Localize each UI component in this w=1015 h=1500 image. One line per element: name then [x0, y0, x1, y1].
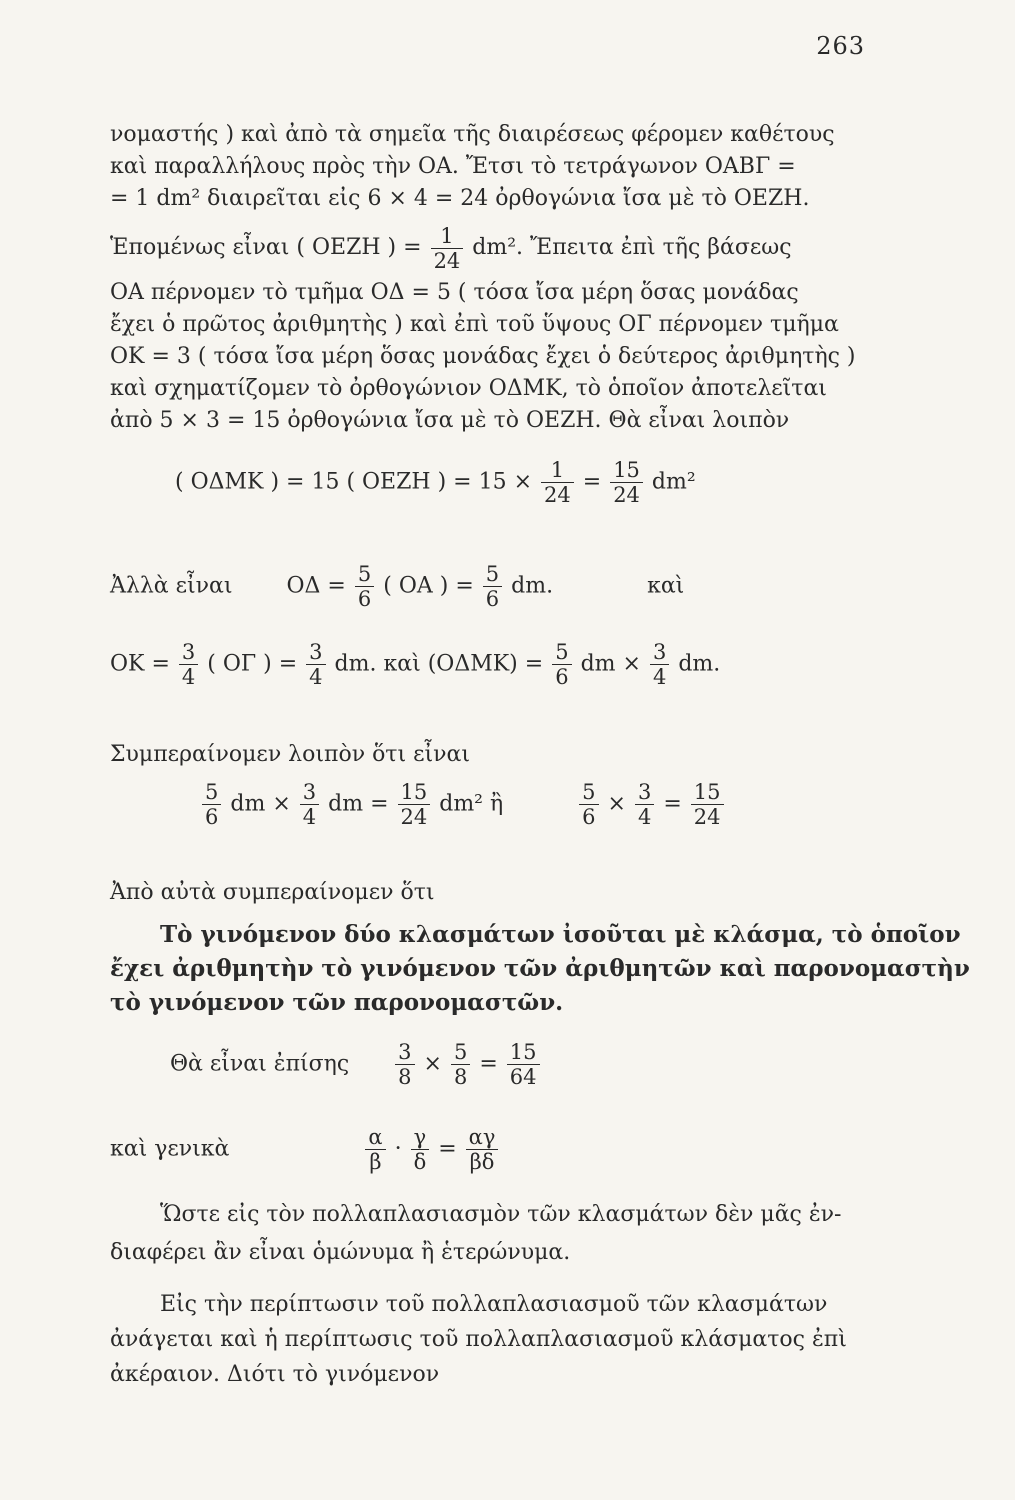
eq-text: dm. καὶ (ΟΔΜΚ) =	[334, 651, 544, 677]
text-line: Συμπεραίνομεν λοιπὸν ὅτι εἶναι	[110, 742, 470, 767]
text-line: καὶ σχηματίζομεν τὸ ὀρθογώνιον ΟΔΜΚ, τὸ ὁποῖον ἀποτελεῖται	[110, 376, 827, 401]
eq-text: ΟΔ =	[286, 573, 346, 599]
eq-text: dm =	[328, 791, 389, 817]
fraction	[610, 458, 643, 507]
fraction	[395, 1040, 414, 1089]
text-line: νομαστής ) καὶ ἀπὸ τὰ σημεῖα τῆς διαιρέσεως φέρομεν καθέτους	[110, 122, 835, 147]
text-line: Εἰς τὴν περίπτωσιν τοῦ πολλαπλασιασμοῦ τῶν κλασμάτων	[160, 1292, 828, 1317]
equation-3	[110, 640, 720, 689]
eq-text: ΟΚ =	[110, 651, 170, 677]
fraction	[541, 458, 574, 507]
fraction	[507, 1040, 540, 1089]
fraction	[650, 640, 669, 689]
fraction	[398, 780, 431, 829]
text: dm². Ἔπειτα ἐπὶ τῆς βάσεως	[472, 235, 792, 260]
eq-text: =	[479, 1051, 498, 1077]
numerator: 3	[179, 640, 198, 665]
numerator: 5	[451, 1040, 470, 1065]
denominator: 8	[398, 1065, 412, 1089]
eq-text: καὶ	[647, 573, 685, 599]
denominator: 6	[582, 805, 596, 829]
denominator: 4	[637, 805, 652, 829]
eq-text: ( ΟΔΜΚ ) = 15 ( ΟΕΖΗ ) = 15 ×	[175, 469, 533, 495]
fraction	[483, 562, 502, 611]
eq-text: =	[438, 1136, 457, 1162]
equation-5	[170, 1040, 542, 1089]
denominator: 24	[433, 248, 461, 273]
rule-line: τὸ γινόμενον τῶν παρονομαστῶν.	[110, 989, 564, 1016]
fraction	[635, 780, 654, 829]
denominator: δ	[413, 1150, 427, 1174]
rule-line: Τὸ γινόμενον δύο κλασμάτων ἰσοῦται μὲ κλάσμα, τὸ ὁποῖον	[160, 921, 961, 948]
text-line: διαφέρει ἂν εἶναι ὁμώνυμα ἢ ἑτερώνυμα.	[110, 1240, 571, 1265]
text-line-with-fraction	[110, 222, 880, 274]
text-line: ἀκέραιον. Διότι τὸ γινόμενον	[110, 1362, 440, 1387]
denominator: β	[369, 1150, 382, 1174]
denominator: 24	[544, 483, 571, 507]
denominator: 8	[453, 1065, 468, 1089]
denominator: 4	[181, 665, 196, 689]
numerator: 3	[395, 1040, 414, 1065]
text-line: Ἀπὸ αὐτὰ συμπεραίνομεν ὅτι	[110, 880, 435, 905]
text: Ἑπομένως εἶναι ( ΟΕΖΗ ) =	[110, 235, 422, 260]
equation-2	[110, 562, 684, 611]
fraction	[179, 640, 198, 689]
text-line: ΟΑ πέρνομεν τὸ τμῆμα ΟΔ = 5 ( τόσα ἴσα μέρη ὅσας μονάδας	[110, 280, 799, 305]
eq-text: ×	[607, 791, 626, 817]
fraction	[466, 1125, 499, 1174]
text-line: ἀνάγεται καὶ ἡ περίπτωσις τοῦ πολλαπλασιασμοῦ κλάσματος ἐπὶ	[110, 1327, 847, 1352]
denominator: 24	[693, 805, 721, 829]
denominator: 6	[357, 587, 372, 611]
numerator: 3	[306, 640, 325, 665]
text-line: ἀπὸ 5 × 3 = 15 ὀρθογώνια ἴσα μὲ τὸ ΟΕΖΗ. Θὰ εἶναι λοιπὸν	[110, 408, 790, 433]
denominator: 6	[205, 805, 219, 829]
numerator: 15	[610, 458, 643, 483]
fraction	[451, 1040, 470, 1089]
eq-text: dm ×	[580, 651, 641, 677]
fraction	[365, 1125, 385, 1174]
eq-text: ×	[423, 1051, 442, 1077]
eq-text: dm² ἢ	[439, 791, 504, 817]
fraction	[306, 640, 325, 689]
numerator: 5	[552, 640, 571, 665]
numerator: α	[365, 1125, 385, 1150]
numerator: 5	[355, 562, 374, 587]
denominator: 24	[400, 805, 428, 829]
numerator: 15	[507, 1040, 540, 1065]
numerator: 15	[398, 780, 431, 805]
numerator: αγ	[466, 1125, 499, 1150]
eq-text: dm ×	[230, 791, 291, 817]
eq-text: ( ΟΓ ) =	[207, 651, 298, 677]
denominator: 6	[485, 587, 500, 611]
denominator: 64	[509, 1065, 537, 1089]
equation-4	[200, 780, 726, 829]
numerator: 3	[635, 780, 654, 805]
text-line: ΟΚ = 3 ( τόσα ἴσα μέρη ὅσας μονάδας ἔχει ὁ δεύτερος ἀριθμητὴς )	[110, 344, 856, 369]
page-number: 263	[816, 32, 865, 60]
eq-text: =	[582, 469, 602, 495]
fraction	[579, 780, 598, 829]
fraction	[202, 780, 221, 829]
fraction	[431, 224, 464, 273]
fraction	[411, 1125, 430, 1174]
rule-line: ἔχει ἀριθμητὴν τὸ γινόμενον τῶν ἀριθμητῶν καὶ παρονομαστὴν	[110, 955, 970, 982]
denominator: 4	[652, 665, 667, 689]
text-line: καὶ παραλλήλους πρὸς τὴν ΟΑ. Ἔτσι τὸ τετράγωνον ΟΑΒΓ =	[110, 154, 796, 179]
numerator: 1	[541, 458, 574, 483]
eq-text: dm.	[678, 651, 721, 677]
denominator: 4	[302, 805, 317, 829]
eq-text: dm²	[651, 469, 696, 495]
eq-text: Θὰ εἶναι ἐπίσης	[170, 1051, 350, 1077]
denominator: 6	[555, 665, 569, 689]
numerator: 3	[300, 780, 319, 805]
numerator: 3	[650, 640, 669, 665]
fraction	[300, 780, 319, 829]
eq-text: dm.	[511, 573, 554, 599]
denominator: 4	[309, 665, 323, 689]
fraction	[552, 640, 571, 689]
eq-text: Ἀλλὰ εἶναι	[110, 573, 233, 599]
equation-6	[110, 1125, 500, 1174]
numerator: γ	[411, 1125, 430, 1150]
denominator: βδ	[469, 1150, 495, 1174]
numerator: 5	[579, 780, 598, 805]
fraction	[355, 562, 374, 611]
denominator: 24	[613, 483, 640, 507]
numerator: 5	[483, 562, 502, 587]
numerator: 1	[431, 224, 464, 249]
eq-text: καὶ γενικὰ	[110, 1136, 230, 1162]
equation-1	[175, 458, 696, 507]
fraction	[691, 780, 724, 829]
eq-text: =	[663, 791, 682, 817]
eq-text: ·	[394, 1136, 402, 1162]
eq-text: ( ΟΑ ) =	[383, 573, 474, 599]
text-line: = 1 dm² διαιρεῖται εἰς 6 × 4 = 24 ὀρθογώνια ἴσα μὲ τὸ ΟΕΖΗ.	[110, 186, 810, 211]
numerator: 5	[202, 780, 221, 805]
text-line: Ὥστε εἰς τὸν πολλαπλασιασμὸν τῶν κλασμάτων δὲν μᾶς ἐν-	[160, 1202, 842, 1227]
numerator: 15	[691, 780, 724, 805]
text-line: ἔχει ὁ πρῶτος ἀριθμητὴς ) καὶ ἐπὶ τοῦ ὕψους ΟΓ πέρνομεν τμῆμα	[110, 312, 839, 337]
